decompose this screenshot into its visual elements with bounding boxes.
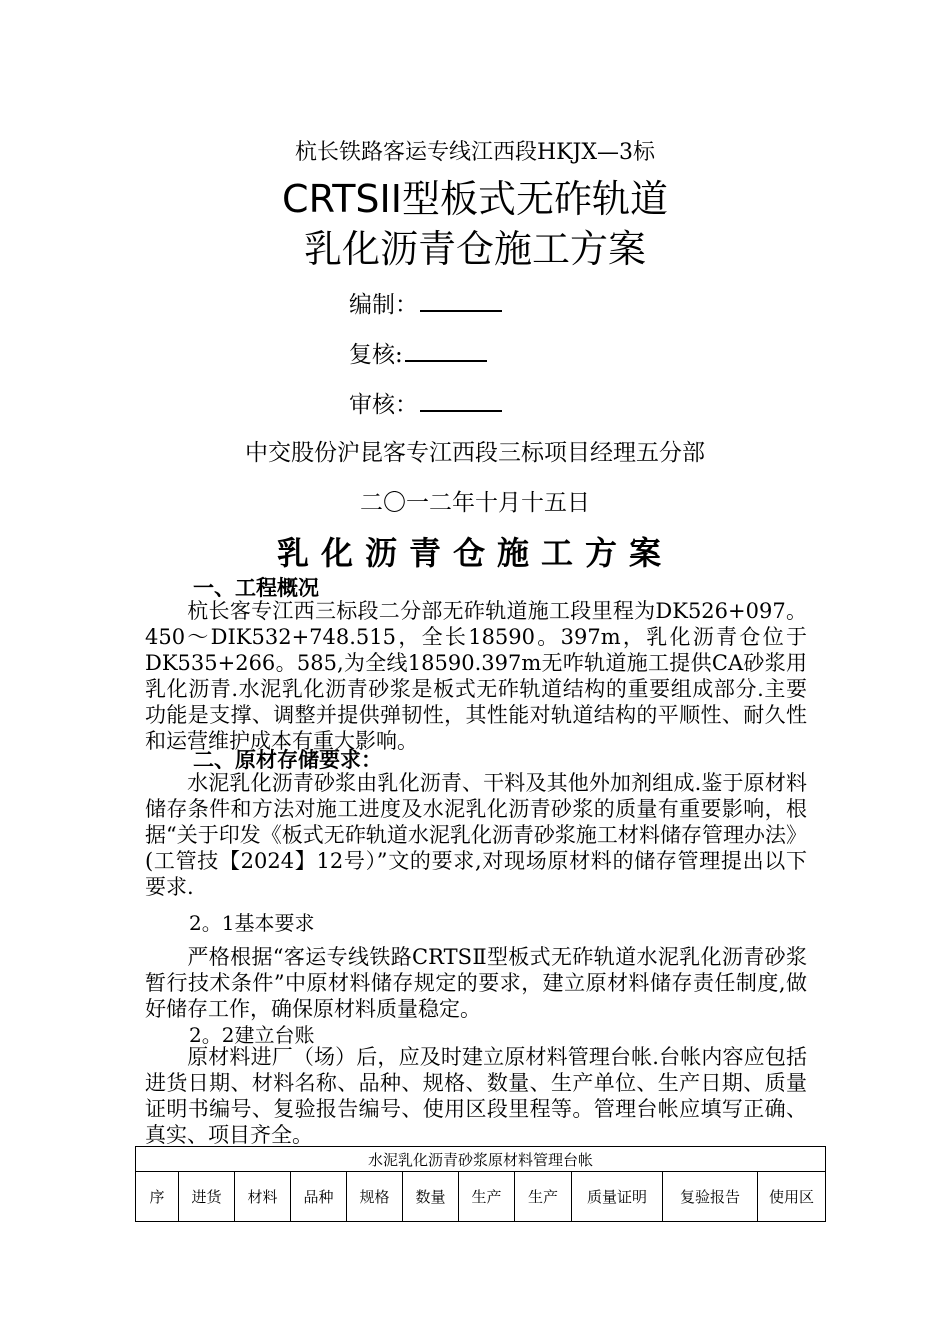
ledger-col-header: 规格	[347, 1172, 403, 1222]
ledger-table	[135, 1146, 826, 1222]
ledger-col-header: 生产	[459, 1172, 515, 1222]
ledger-col-header: 材料	[235, 1172, 291, 1222]
ledger-caption: 水泥乳化沥青砂浆原材料管理台帐	[136, 1147, 826, 1172]
ledger-header-row	[136, 1172, 826, 1222]
sign-review-label: 复核:	[349, 342, 403, 368]
sign-review-blank	[405, 338, 487, 362]
document-title: 乳化沥青仓施工方案	[276, 534, 673, 572]
section-2-heading: 二、原材存储要求：	[193, 748, 382, 772]
project-line: 杭长铁路客运专线江西段HKJX—3标	[294, 140, 656, 165]
sign-compile	[349, 286, 502, 319]
section-2-body	[145, 770, 807, 900]
ledger-col-header: 序	[136, 1172, 179, 1222]
ledger-col-header: 品种	[291, 1172, 347, 1222]
ledger-col-header: 质量证明	[572, 1172, 663, 1222]
section-1-text: 杭长客专江西三标段二分部无砟轨道施工段里程为DK526+097。450～DIK532+748.515，全长18590。397m，乳化沥青仓位于DK535+266。585,为全线18590.397m无咋轨道施工提供CA砂浆用乳化沥青.水泥乳化沥青砂浆是板式无砟轨道结构的重要组成部分.主要功能是支撑、调整并提供弹韧性，其性能对轨道结构的平顺性、耐久性和运营维护成本有重大影响。	[145, 599, 807, 753]
section-2-text: 水泥乳化沥青砂浆由乳化沥青、干料及其他外加剂组成.鉴于原材料储存条件和方法对施工进度及水泥乳化沥青砂浆的质量有重要影响，根据“关于印发《板式无砟轨道水泥乳化沥青砂浆施工材料储存管理办法》(工管技【2024】12号）”文的要求,对现场原材料的储存管理提出以下要求.	[145, 771, 807, 899]
subsection-2-2-heading: 2。2建立台账	[189, 1023, 315, 1047]
subsection-2-1-body	[145, 944, 807, 1022]
sign-approve-blank	[420, 388, 502, 412]
cover-date: 二〇一二年十月十五日	[360, 490, 590, 516]
subsection-2-1-text: 严格根据“客运专线铁路CRTSⅡ型板式无砟轨道水泥乳化沥青砂浆暂行技术条件”中原材料储存规定的要求，建立原材料储存责任制度,做好储存工作，确保原材料质量稳定。	[145, 945, 807, 1021]
ledger-col-header: 进货	[179, 1172, 235, 1222]
sign-review	[349, 336, 487, 369]
sign-compile-blank	[420, 288, 502, 312]
sign-approve	[349, 386, 502, 419]
sign-approve-label: 审核：	[349, 392, 418, 418]
section-1-body	[145, 598, 807, 754]
ledger-col-header: 生产	[515, 1172, 572, 1222]
cover-title-line2: 乳化沥青仓施工方案	[303, 227, 646, 271]
subsection-2-2-text: 原材料进厂（场）后，应及时建立原材料管理台帐.台帐内容应包括进货日期、材料名称、品种、规格、数量、生产单位、生产日期、质量证明书编号、复验报告编号、使用区段里程等。管理台帐应填写正确、真实、项目齐全。	[145, 1045, 807, 1147]
sign-compile-label: 编制：	[349, 292, 418, 318]
ledger-col-header: 复验报告	[663, 1172, 758, 1222]
section-1-heading: 一、工程概况	[193, 576, 319, 600]
subsection-2-2-body	[145, 1044, 807, 1148]
ledger-caption-row	[136, 1147, 826, 1172]
organization: 中交股份沪昆客专江西段三标项目经理五分部	[245, 440, 705, 466]
ledger-col-header: 使用区	[758, 1172, 826, 1222]
subsection-2-1-heading: 2。1基本要求	[189, 911, 315, 935]
ledger-col-header: 数量	[403, 1172, 459, 1222]
cover-title-line1: CRTSII型板式无砟轨道	[282, 177, 668, 221]
